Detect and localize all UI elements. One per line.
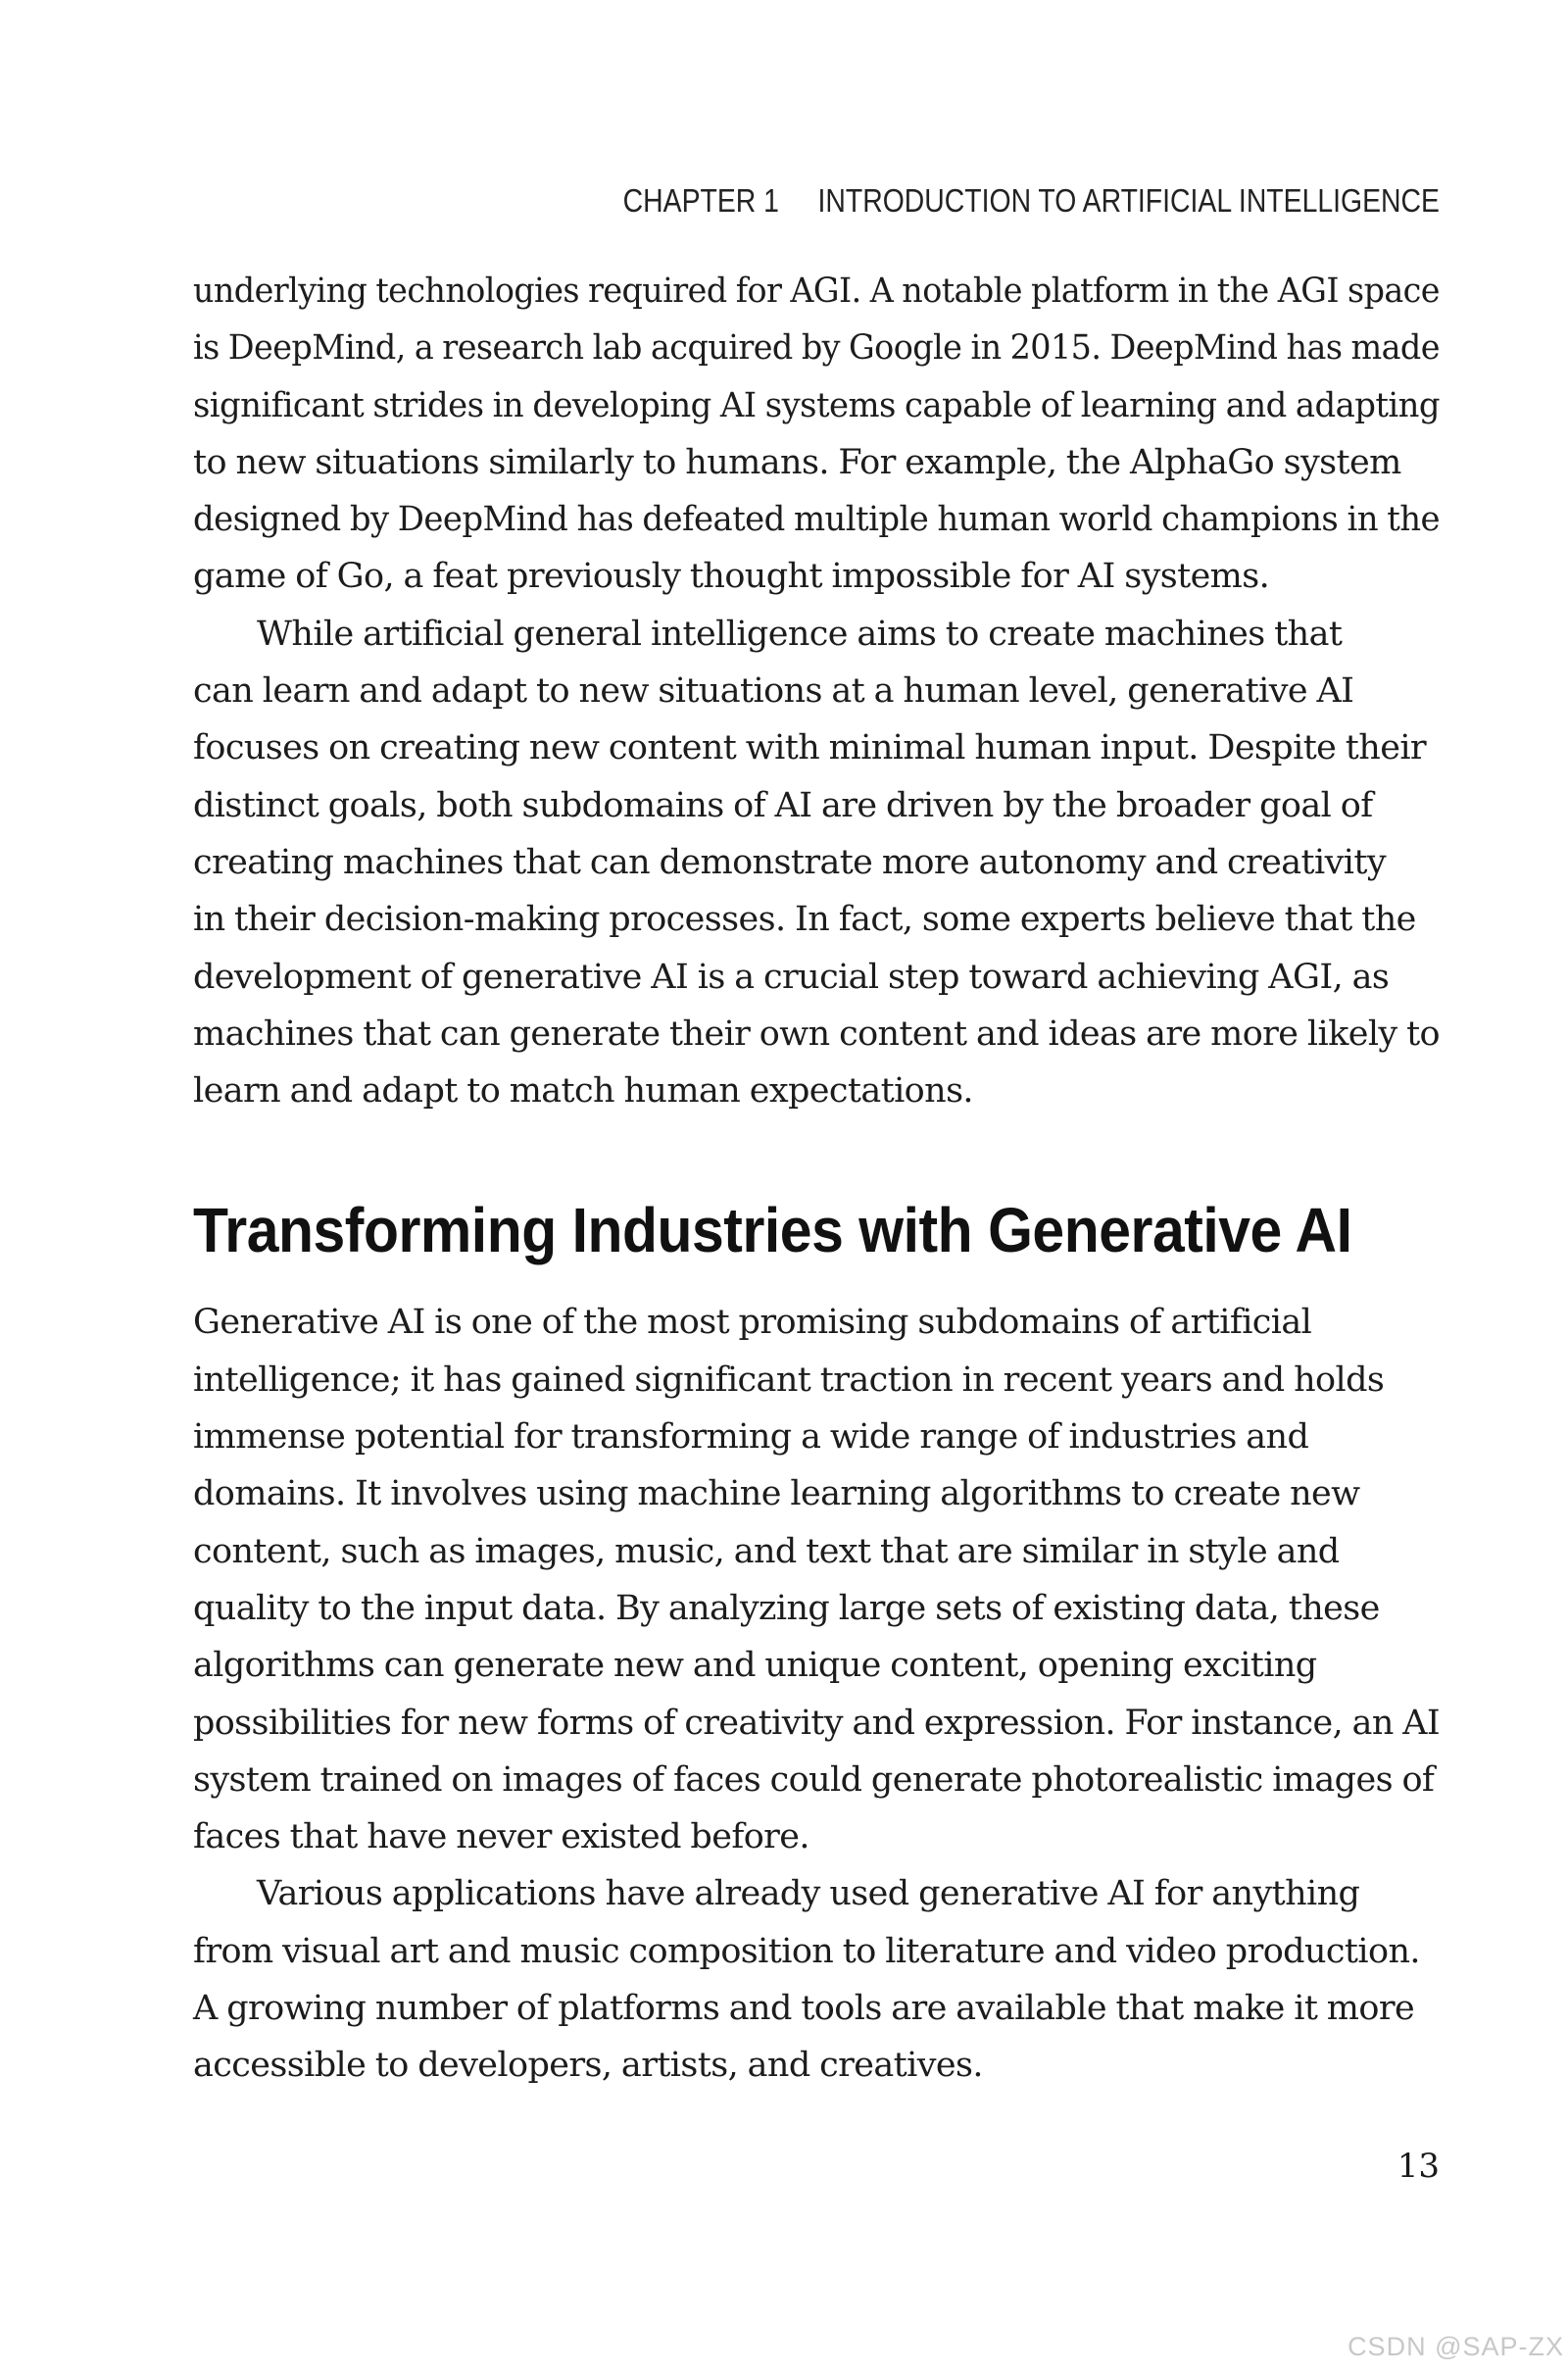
section-heading-wrap xyxy=(193,1196,1440,1264)
text-line: system trained on images of faces could generate photorealistic images of xyxy=(193,1759,1435,1800)
text-line: in their decision-making processes. In fact, some experts believe that the xyxy=(193,900,1416,940)
text-line: underlying technologies required for AGI. A notable platform in the AGI space xyxy=(193,272,1440,311)
text-line: can learn and adapt to new situations at a human level, generative AI xyxy=(193,671,1354,712)
text-line: development of generative AI is a crucial step toward achieving AGI, as xyxy=(193,957,1390,997)
text-line: machines that can generate their own content and ideas are more likely to xyxy=(193,1014,1441,1054)
text-line: content, such as images, music, and text that are similar in style and xyxy=(193,1531,1340,1571)
text-line: designed by DeepMind has defeated multiple human world champions in the xyxy=(193,500,1440,540)
watermark: CSDN @SAP-ZX xyxy=(1348,2332,1564,2361)
text-line: faces that have never existed before. xyxy=(193,1817,809,1857)
text-line: creating machines that can demonstrate more autonomy and creativity xyxy=(193,842,1387,882)
text-line: Generative AI is one of the most promising subdomains of artificial xyxy=(193,1303,1312,1343)
paragraph-3 xyxy=(193,1294,1440,1865)
text-line: intelligence; it has gained significant traction in recent years and holds xyxy=(193,1360,1385,1400)
text-line: learn and adapt to match human expectations. xyxy=(193,1071,973,1112)
page-content xyxy=(193,263,1440,2095)
text-line: accessible to developers, artists, and creatives. xyxy=(193,2046,983,2086)
text-line: to new situations similarly to humans. For example, the AlphaGo system xyxy=(193,442,1401,482)
running-head xyxy=(623,182,1440,220)
text-line: algorithms can generate new and unique content, opening exciting xyxy=(193,1646,1317,1686)
section-heading: Transforming Industries with Generative AI xyxy=(193,1195,1352,1266)
text-line: immense potential for transforming a wide range of industries and xyxy=(193,1417,1309,1458)
text-line: significant strides in developing AI systems capable of learning and adapting xyxy=(193,385,1440,425)
chapter-title: INTRODUCTION TO ARTIFICIAL INTELLIGENCE xyxy=(817,182,1440,219)
text-line: While artificial general intelligence aims to create machines that xyxy=(257,614,1343,654)
text-line: distinct goals, both subdomains of AI are driven by the broader goal of xyxy=(193,785,1373,825)
text-line: focuses on creating new content with minimal human input. Despite their xyxy=(193,728,1427,768)
paragraph-2 xyxy=(193,606,1440,1120)
text-line: Various applications have already used generative AI for anything xyxy=(257,1874,1360,1914)
text-line: A growing number of platforms and tools are available that make it more xyxy=(193,1989,1415,2029)
page-number: 13 xyxy=(1396,2147,1440,2186)
text-line: is DeepMind, a research lab acquired by Google in 2015. DeepMind has made xyxy=(193,328,1440,369)
text-line: game of Go, a feat previously thought impossible for AI systems. xyxy=(193,557,1270,597)
text-line: from visual art and music composition to literature and video production. xyxy=(193,1931,1420,1971)
text-line: possibilities for new forms of creativity and expression. For instance, an AI xyxy=(193,1703,1441,1743)
paragraph-4 xyxy=(193,1865,1440,2094)
text-line: domains. It involves using machine learning algorithms to create new xyxy=(193,1474,1360,1514)
paragraph-1 xyxy=(193,263,1440,606)
chapter-number: CHAPTER 1 xyxy=(622,182,779,219)
text-line: quality to the input data. By analyzing large sets of existing data, these xyxy=(193,1588,1380,1628)
